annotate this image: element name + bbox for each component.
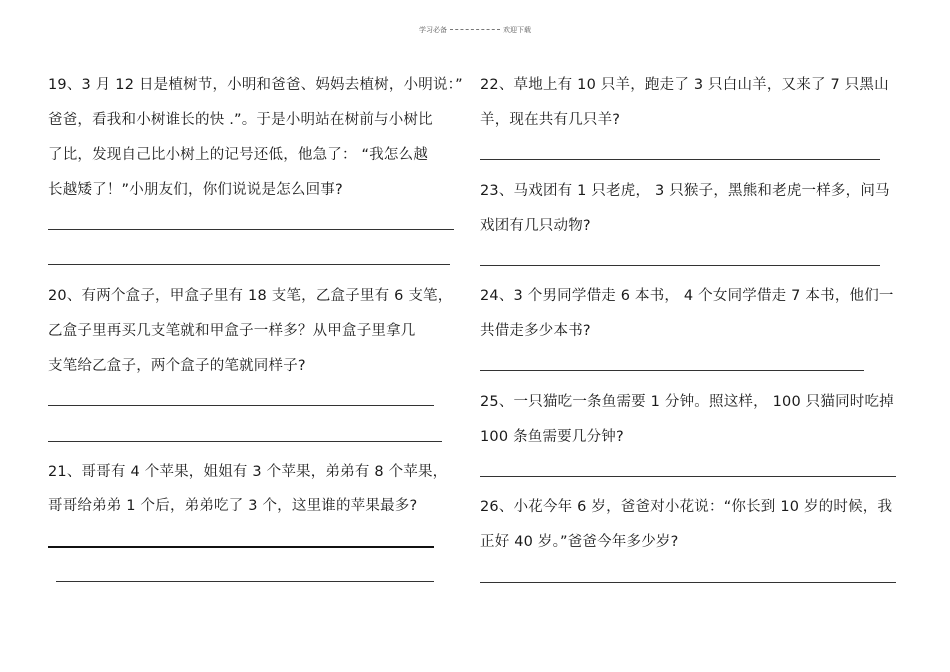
header-right-text: 欢迎下载 bbox=[503, 26, 531, 34]
answer-line-23[interactable] bbox=[480, 265, 880, 266]
header-dash-line bbox=[450, 29, 500, 30]
question-23-line-1: 23、马戏团有 1 只老虎， 3 只猴子，黑熊和老虎一样多，问马 bbox=[480, 183, 890, 199]
question-20-line-1: 20、有两个盒子，甲盒子里有 18 支笔，乙盒子里有 6 支笔， bbox=[48, 288, 453, 304]
header-left-text: 学习必备 bbox=[419, 26, 447, 34]
answer-line-19-a[interactable] bbox=[48, 229, 454, 230]
question-19-line-4: 长越矮了！”小朋友们，你们说说是怎么回事? bbox=[48, 182, 343, 198]
answer-line-22[interactable] bbox=[480, 159, 880, 160]
question-20-line-2: 乙盒子里再买几支笔就和甲盒子一样多？从甲盒子里拿几 bbox=[48, 323, 416, 339]
question-19-line-2: 爸爸，看我和小树谁长的快 .”。于是小明站在树前与小树比 bbox=[48, 112, 433, 128]
question-26-line-2: 正好 40 岁。”爸爸今年多少岁? bbox=[480, 534, 679, 550]
answer-line-25[interactable] bbox=[480, 476, 896, 477]
question-23-line-2: 戏团有几只动物? bbox=[480, 218, 591, 234]
question-21-line-2: 哥哥给弟弟 1 个后，弟弟吃了 3 个，这里谁的苹果最多? bbox=[48, 498, 418, 514]
answer-line-20-a[interactable] bbox=[48, 405, 434, 406]
question-25-line-2: 100 条鱼需要几分钟? bbox=[480, 429, 624, 445]
answer-line-21-a[interactable] bbox=[48, 546, 434, 548]
answer-line-24[interactable] bbox=[480, 370, 864, 371]
question-24-line-2: 共借走多少本书? bbox=[480, 323, 591, 339]
question-24-line-1: 24、3 个男同学借走 6 本书， 4 个女同学借走 7 本书，他们一 bbox=[480, 288, 894, 304]
question-19-line-1: 19、3 月 12 日是植树节，小明和爸爸、妈妈去植树，小明说：” bbox=[48, 77, 463, 93]
question-20-line-3: 支笔给乙盒子，两个盒子的笔就同样子? bbox=[48, 358, 306, 374]
question-26-line-1: 26、小花今年 6 岁，爸爸对小花说：“你长到 10 岁的时候，我 bbox=[480, 499, 893, 515]
question-25-line-1: 25、一只猫吃一条鱼需要 1 分钟。照这样， 100 只猫同时吃掉 bbox=[480, 394, 894, 410]
answer-line-21-b[interactable] bbox=[56, 581, 434, 582]
question-22-line-2: 羊，现在共有几只羊? bbox=[480, 112, 621, 128]
page-header bbox=[0, 25, 950, 35]
question-22-line-1: 22、草地上有 10 只羊，跑走了 3 只白山羊，又来了 7 只黑山 bbox=[480, 77, 889, 93]
answer-line-19-b[interactable] bbox=[48, 264, 450, 265]
answer-line-26[interactable] bbox=[480, 582, 896, 583]
question-19-line-3: 了比，发现自己比小树上的记号还低，他急了： “我怎么越 bbox=[48, 147, 429, 163]
question-21-line-1: 21、哥哥有 4 个苹果，姐姐有 3 个苹果，弟弟有 8 个苹果， bbox=[48, 464, 448, 480]
answer-line-20-b[interactable] bbox=[48, 441, 442, 442]
